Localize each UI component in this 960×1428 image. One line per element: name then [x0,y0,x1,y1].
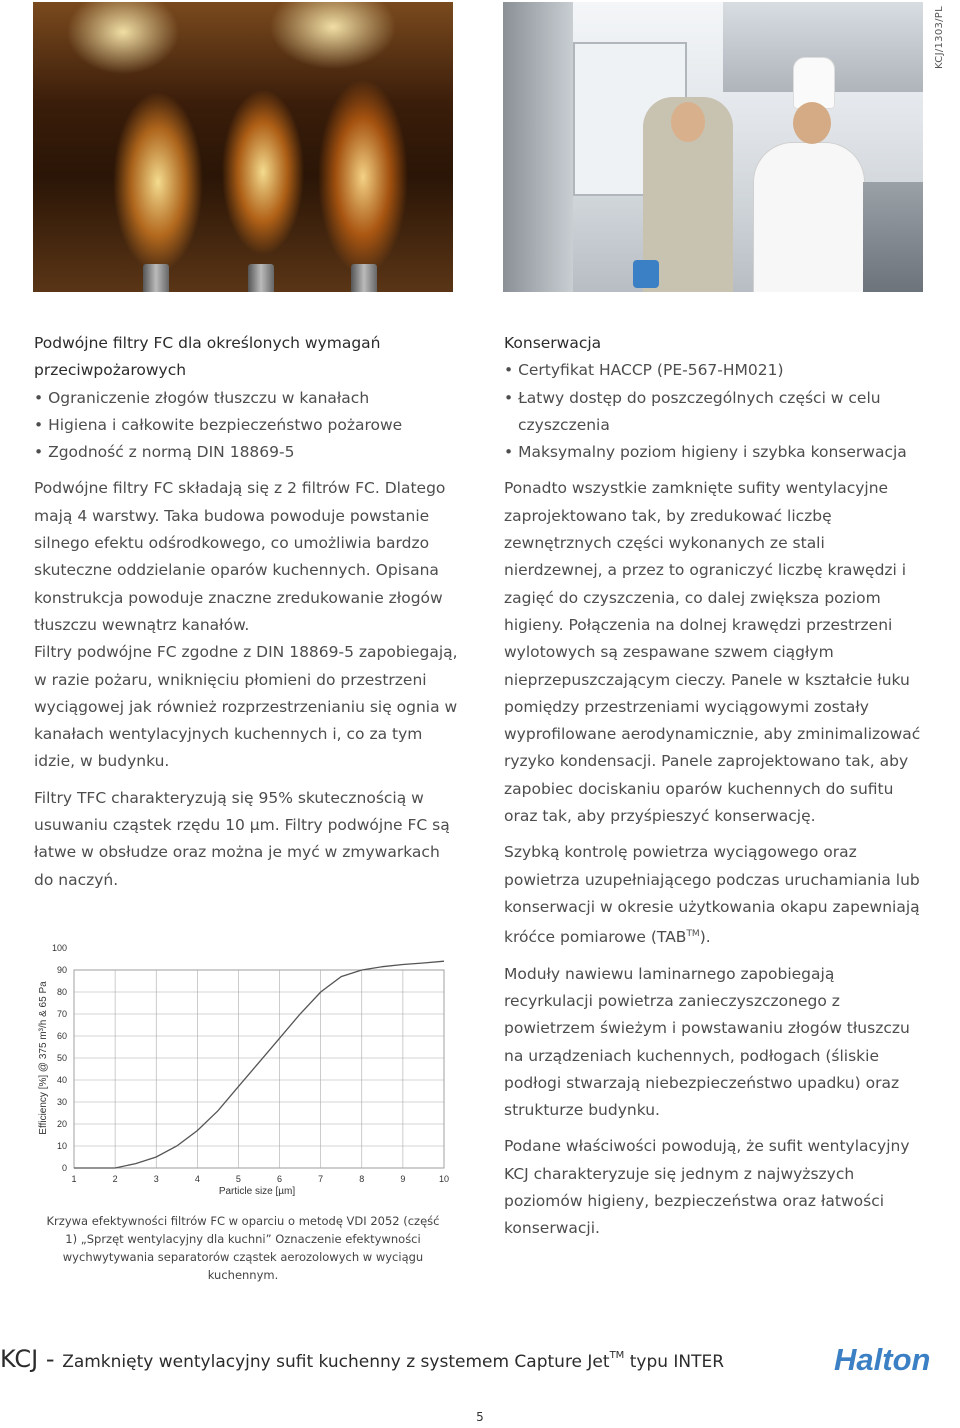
x-tick-label: 10 [438,1174,450,1184]
y-tick-label: 0 [61,1163,67,1173]
paragraph: Podane właściwości powodują, że sufit wentylacyjny KCJ charakteryzuje się jednym z najwyższych poziomów higieny, bezpieczeństwa oraz łatwości konserwacji. [504,1137,910,1238]
kitchen-staff-photo [503,2,923,292]
y-tick-label: 70 [56,1009,67,1019]
paragraph: Filtry podwójne FC zgodne z DIN 18869-5 zapobiegają, w razie pożaru, wniknięciu płomieni do przestrzeni wyciągowej jak również rozprzestrzenianiu się ognia w kanałach wentylacyjnych kuchennych i, co za tym idzie, w budynku. [34,643,458,771]
bullet-item: • Zgodność z normą DIN 18869-5 [34,443,295,462]
x-tick-label: 4 [194,1174,200,1184]
paragraph: Szybką kontrolę powietrza wyciągowego oraz powietrza uzupełniającego podczas uruchamiania lub konserwacji w okresie użytkowania okapu zapewniają króćce pomiarowe (TAB™). [504,843,920,947]
bullet-item: • Łatwy dostęp do poszczególnych części w celu czyszczenia [504,388,881,434]
chart-caption: Krzywa efektywności filtrów FC w oparciu o metodę VDI 2052 (część 1) „Sprzęt wentylacyjny dla kuchni” Oznaczenie efektywności wychwytywania separatorów cząstek aerozolowych w wyciągu kuchennym. [46,1214,440,1282]
x-tick-label: 5 [235,1174,241,1184]
y-tick-label: 100 [51,943,67,953]
y-tick-label: 30 [56,1097,67,1107]
document-code: KCJ/1303/PL [934,5,946,70]
bullet-item: • Ograniczenie złogów tłuszczu w kanałach [34,388,370,407]
chart-svg [34,930,454,1200]
y-tick-label: 50 [56,1053,67,1063]
efficiency-chart [34,930,454,1200]
plot-frame [74,970,444,1168]
y-tick-label: 10 [56,1141,67,1151]
bullet-item: • Maksymalny poziom higieny i szybka konserwacja [504,443,907,462]
x-tick-label: 2 [112,1174,118,1184]
y-tick-label: 20 [56,1119,67,1129]
x-tick-label: 6 [277,1174,283,1184]
paragraph: Moduły nawiewu laminarnego zapobiegają recyrkulacji powietrza zanieczyszczonego z powietrzem świeżym i powstawaniu złogów tłuszczu na urządzeniach kuchennych, podłogach (śliskie podłogi stwarzają niebezpieczeństwo upadku) oraz strukturze budynku. [504,964,910,1120]
x-tick-label: 1 [71,1174,77,1184]
footer-title: KCJ - Zamknięty wentylacyjny sufit kuchenny z systemem Capture Jet™ typu INTER [0,1345,725,1373]
x-tick-label: 8 [359,1174,365,1184]
bullet-item: • Higiena i całkowite bezpieczeństwo pożarowe [34,415,403,434]
bullet-item: • Certyfikat HACCP (PE-567-HM021) [504,361,784,380]
x-tick-label: 9 [400,1174,406,1184]
paragraph: Ponadto wszystkie zamknięte sufity wentylacyjne zaprojektowano tak, by zredukować liczbę zewnętrznych części wykonanych ze stali nierdzewnej, a przez to ograniczyć liczbę krawędzi i zagięć do czyszczenia, co dalej zwiększa poziom higieny. Połączenia na dolnej krawędzi przestrzeni wylotowych są zespawane szwem ciągłym nieprzepuszczającym cieczy. Panele w kształcie łuku pomiędzy przestrzeniami wyciągowymi zostały wyprofilowane aerodynamicznie, aby zminimalizować ryzyko kondensacji. Panele zaprojektowano tak, aby zapobiec dociskaniu oparów kuchennych do sufitu oraz tak, aby przyśpieszyć konserwację. [504,479,921,826]
y-tick-label: 60 [56,1031,67,1041]
footer [0,1342,960,1385]
y-tick-label: 90 [56,965,67,975]
x-tick-label: 7 [318,1174,324,1184]
halton-logo [832,1342,960,1376]
y-tick-label: 40 [56,1075,67,1085]
y-axis-label: Efficiency [%] @ 375 m³/h & 65 Pa [38,981,49,1135]
paragraph: Filtry TFC charakteryzują się 95% skutecznością w usuwaniu cząstek rzędu 10 µm. Filtry podwójne FC są łatwe w obsłudze oraz można je myć w zmywarkach do naczyń. [34,788,450,889]
left-column [34,330,464,903]
right-column [504,330,924,1252]
page-number: 5 [476,1410,484,1424]
fire-filters-heading: Podwójne filtry FC dla określonych wymagań przeciwpożarowych [34,334,381,380]
svg-text:Halton: Halton [834,1342,931,1376]
x-axis-label: Particle size [µm] [218,1186,296,1197]
x-tick-label: 3 [153,1174,159,1184]
maintenance-heading: Konserwacja [504,334,602,352]
y-tick-label: 80 [56,987,67,997]
paragraph: Podwójne filtry FC składają się z 2 filtrów FC. Dlatego mają 4 warstwy. Taka budowa powoduje powstanie silnego efektu odśrodkowego, co umożliwia bardzo skuteczne oddzielanie oparów kuchennych. Opisana konstrukcja powoduje znaczne zredukowanie złogów tłuszczu wewnątrz kanałów. [34,479,446,634]
flames-photo [33,2,453,292]
